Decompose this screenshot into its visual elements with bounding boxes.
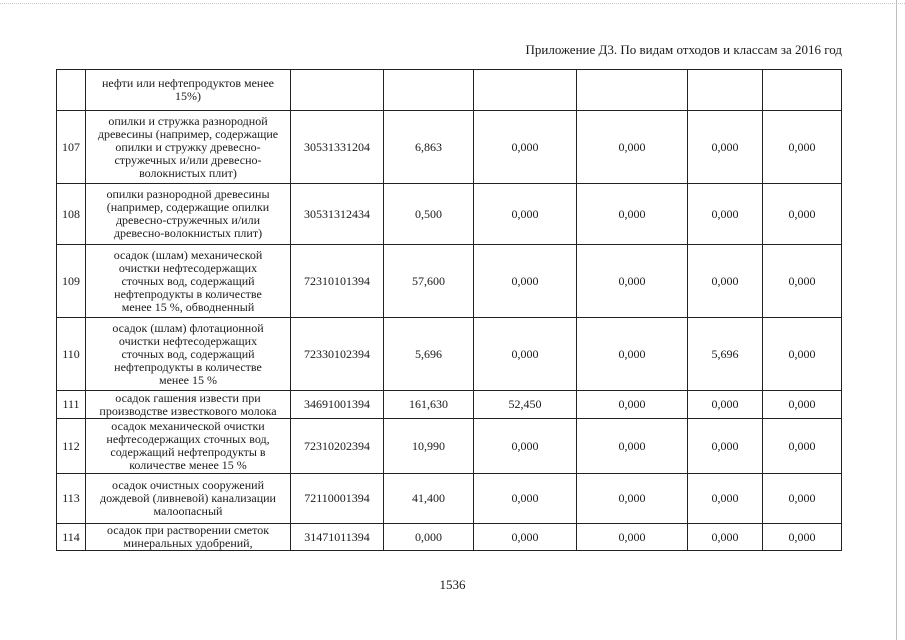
value-cell-v3: 0,000	[577, 391, 688, 419]
waste-code: 72110001394	[291, 474, 384, 524]
table-row	[57, 70, 842, 111]
waste-name-line: нефти или нефтепродуктов менее	[101, 76, 274, 90]
value-cell-v5: 0,000	[763, 474, 842, 524]
waste-name-line: очистки нефтесодержащих	[118, 260, 258, 275]
waste-name-line: опилки и стружка разнородной	[108, 113, 268, 128]
waste-name-line: осадок очистных сооружений	[112, 478, 264, 492]
waste-name-line: минеральных удобрений,	[123, 536, 253, 550]
value-cell-v1: 0,000	[384, 524, 474, 551]
waste-name-line: количестве менее 15 %	[129, 458, 247, 472]
value-cell-v5: 0,000	[763, 184, 842, 245]
row-number: 112	[57, 419, 86, 474]
waste-name-line: древесно-стружечных и/или	[115, 213, 261, 227]
waste-code: 72310101394	[291, 245, 384, 318]
row-number: 108	[57, 184, 86, 245]
waste-name-line: менее 15 %	[159, 372, 217, 387]
value-cell-v3: 0,000	[577, 474, 688, 524]
scan-edge-line	[896, 0, 897, 640]
waste-name-line: древесины (например, содержащие	[97, 126, 279, 141]
value-cell-v4: 0,000	[688, 111, 763, 184]
waste-name-cell	[86, 391, 291, 419]
waste-name-line: (например, содержащие опилки	[106, 200, 270, 214]
waste-name-line: малоопасный	[153, 504, 223, 518]
value-cell-v2: 0,000	[474, 474, 577, 524]
waste-name-line: нефтепродукты в количестве	[114, 359, 262, 374]
table-row	[57, 184, 842, 245]
scan-artifact-line	[0, 3, 905, 5]
value-cell-v5: 0,000	[763, 419, 842, 474]
value-cell-v5: 0,000	[763, 524, 842, 551]
value-cell-v4: 0,000	[688, 391, 763, 419]
table-row	[57, 391, 842, 419]
waste-code: 72330102394	[291, 318, 384, 391]
value-cell-v4	[688, 70, 763, 111]
value-cell-v4: 0,000	[688, 474, 763, 524]
value-cell-v1: 6,863	[384, 111, 474, 184]
value-cell-v4: 0,000	[688, 184, 763, 245]
waste-name-line: осадок при растворении сметок	[106, 523, 270, 537]
waste-code	[291, 70, 384, 111]
value-cell-v1: 0,500	[384, 184, 474, 245]
waste-name-line: производстве известкового молока	[99, 403, 277, 418]
waste-name-cell	[86, 111, 291, 184]
value-cell-v2: 0,000	[474, 184, 577, 245]
value-cell-v3: 0,000	[577, 184, 688, 245]
value-cell-v4: 0,000	[688, 245, 763, 318]
value-cell-v2: 0,000	[474, 245, 577, 318]
waste-name-line: нефтесодержащих сточных вод,	[106, 432, 270, 446]
waste-name-line: нефтепродукты в количестве	[114, 286, 262, 301]
waste-code: 72310202394	[291, 419, 384, 474]
waste-name-line: осадок (шлам) флотационной	[112, 320, 264, 335]
value-cell-v1: 161,630	[384, 391, 474, 419]
waste-code: 34691001394	[291, 391, 384, 419]
table-row	[57, 524, 842, 551]
waste-name-line: дождевой (ливневой) канализации	[100, 491, 276, 505]
value-cell-v4: 0,000	[688, 524, 763, 551]
value-cell-v1: 57,600	[384, 245, 474, 318]
waste-name-cell	[86, 474, 291, 524]
waste-name-line: содержащий нефтепродукты в	[110, 445, 266, 459]
value-cell-v4: 0,000	[688, 419, 763, 474]
value-cell-v4: 5,696	[688, 318, 763, 391]
value-cell-v3: 0,000	[577, 318, 688, 391]
waste-name-line: волокнистых плит)	[139, 165, 237, 180]
waste-table	[56, 69, 842, 551]
table-row	[57, 318, 842, 391]
table-row	[57, 419, 842, 474]
value-cell-v2: 0,000	[474, 111, 577, 184]
value-cell-v2: 0,000	[474, 524, 577, 551]
waste-name-line: осадок (шлам) механической	[113, 247, 263, 262]
page-header: Приложение Д3. По видам отходов и классам за 2016 год	[525, 42, 842, 57]
value-cell-v2: 0,000	[474, 318, 577, 391]
value-cell-v5: 0,000	[763, 245, 842, 318]
waste-name-line: стружечных и/или древесно-	[114, 152, 262, 167]
table-row	[57, 245, 842, 318]
waste-name-cell	[86, 184, 291, 245]
waste-code: 30531331204	[291, 111, 384, 184]
value-cell-v5	[763, 70, 842, 111]
value-cell-v3: 0,000	[577, 419, 688, 474]
value-cell-v3: 0,000	[577, 245, 688, 318]
row-number: 109	[57, 245, 86, 318]
value-cell-v2	[474, 70, 577, 111]
waste-name-line: древесно-волокнистых плит)	[113, 226, 263, 240]
page-number: 1536	[439, 577, 466, 592]
value-cell-v1	[384, 70, 474, 111]
value-cell-v1: 41,400	[384, 474, 474, 524]
row-number: 114	[57, 524, 86, 551]
value-cell-v2: 52,450	[474, 391, 577, 419]
waste-name-cell	[86, 70, 291, 111]
waste-name-line: опилки и стружку древесно-	[115, 139, 261, 154]
value-cell-v1: 10,990	[384, 419, 474, 474]
waste-name-line: очистки нефтесодержащих	[118, 333, 258, 348]
table-row	[57, 111, 842, 184]
waste-name-cell	[86, 524, 291, 551]
row-number: 110	[57, 318, 86, 391]
waste-name-cell	[86, 245, 291, 318]
waste-name-cell	[86, 419, 291, 474]
value-cell-v1: 5,696	[384, 318, 474, 391]
value-cell-v3: 0,000	[577, 111, 688, 184]
waste-name-line: сточных вод, содержащий	[121, 346, 255, 361]
value-cell-v3: 0,000	[577, 524, 688, 551]
value-cell-v5: 0,000	[763, 391, 842, 419]
value-cell-v2: 0,000	[474, 419, 577, 474]
row-number: 107	[57, 111, 86, 184]
waste-name-line: осадок механической очистки	[111, 419, 265, 433]
row-number: 111	[57, 391, 86, 419]
waste-name-line: сточных вод, содержащий	[121, 273, 255, 288]
waste-name-cell	[86, 318, 291, 391]
waste-code: 30531312434	[291, 184, 384, 245]
value-cell-v5: 0,000	[763, 318, 842, 391]
waste-name-line: менее 15 %, обводненный	[121, 299, 255, 314]
waste-name-line: 15%)	[175, 89, 201, 103]
value-cell-v3	[577, 70, 688, 111]
row-number	[57, 70, 86, 111]
value-cell-v5: 0,000	[763, 111, 842, 184]
waste-name-line: опилки разнородной древесины	[106, 187, 270, 201]
waste-table-body	[57, 70, 842, 551]
row-number: 113	[57, 474, 86, 524]
waste-name-line: осадок гашения извести при	[115, 390, 261, 405]
table-row	[57, 474, 842, 524]
waste-code: 31471011394	[291, 524, 384, 551]
